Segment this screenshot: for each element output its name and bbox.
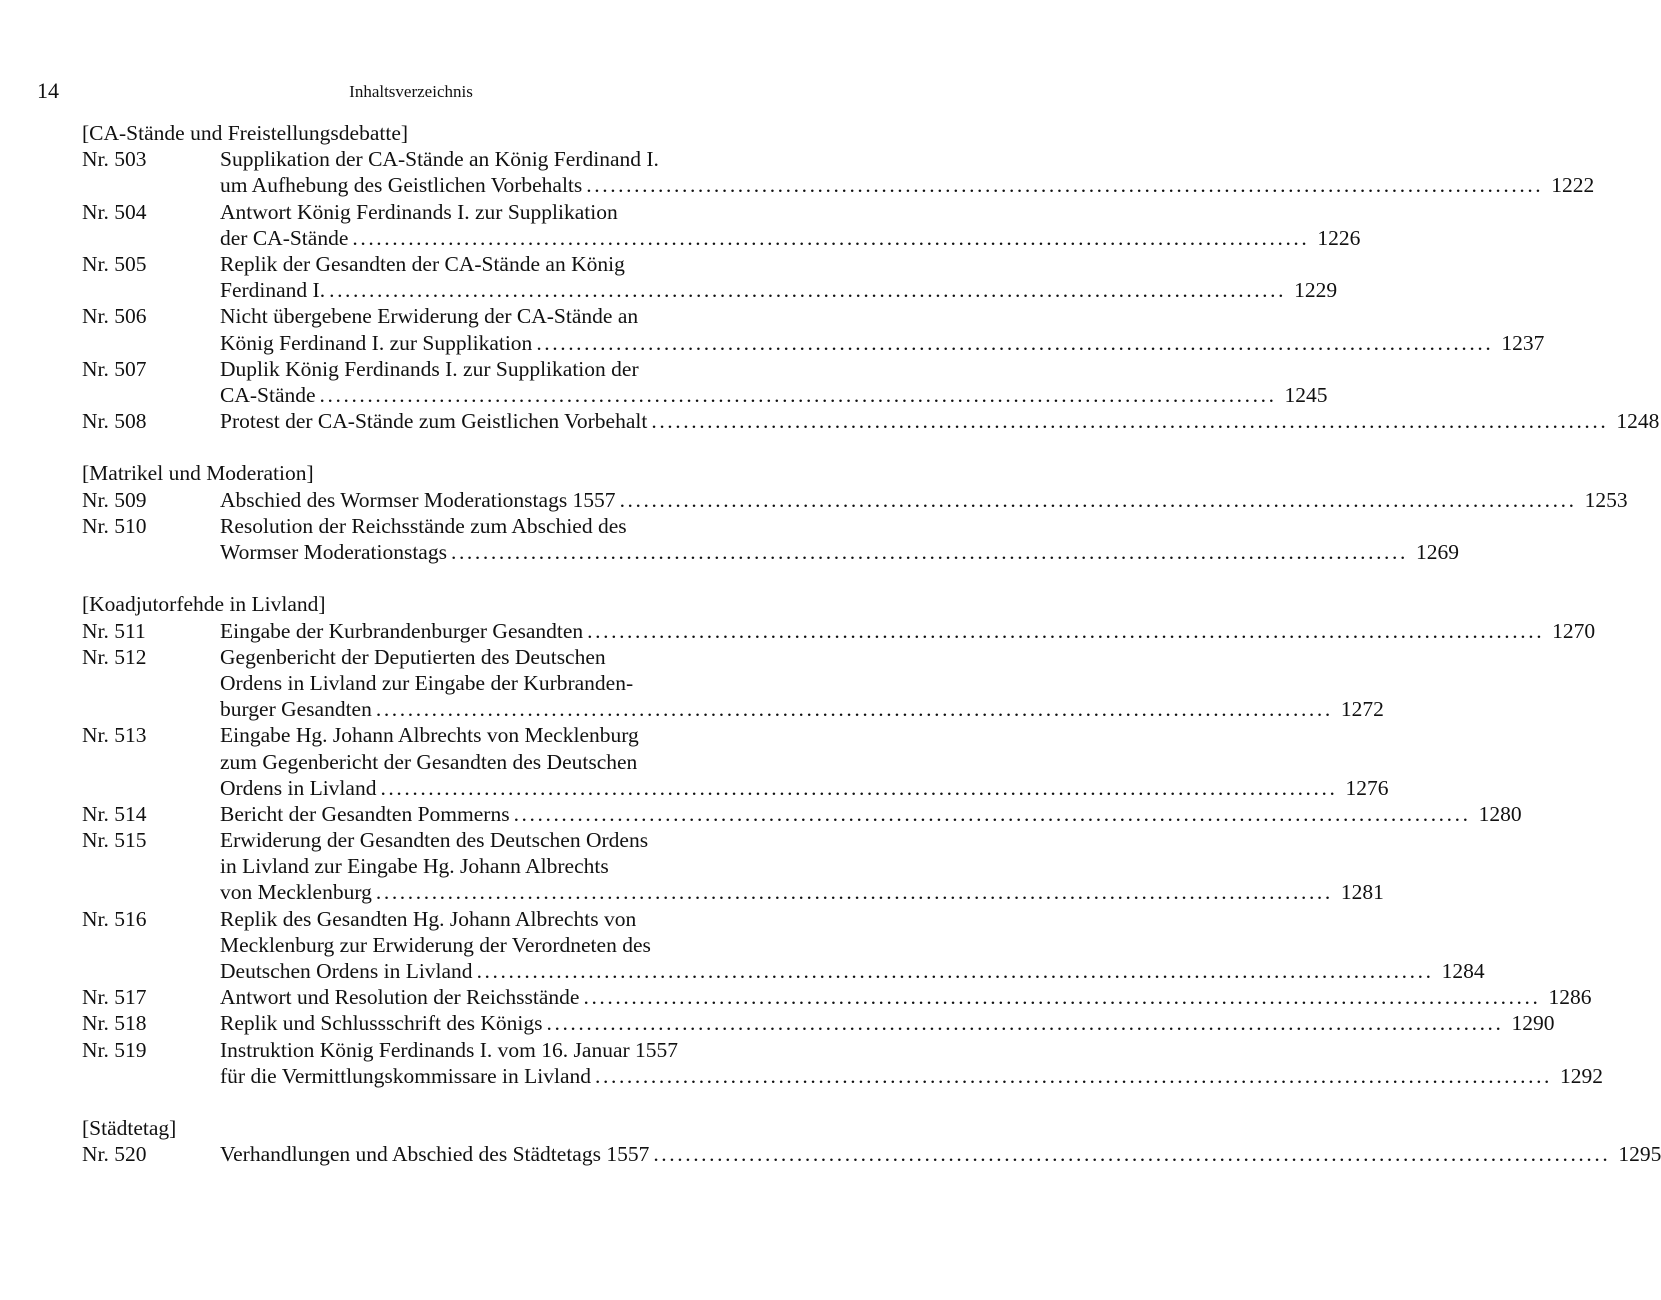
entry-title-text: König Ferdinand I. zur Supplikation	[220, 330, 533, 355]
entry-title-text: Ordens in Livland zur Eingabe der Kurbranden-	[220, 670, 634, 695]
entry-line	[82, 749, 786, 775]
section-heading: [CA-Stände und Freistellungsdebatte]	[82, 121, 409, 145]
entry-line	[82, 199, 786, 225]
entry-line	[82, 722, 786, 748]
toc-section	[82, 120, 1660, 434]
entry-number: Nr. 506	[82, 304, 147, 329]
dot-leader: ........................................................................................................................	[651, 409, 1609, 434]
entry-title-text: in Livland zur Eingabe Hg. Johann Albrechts	[220, 854, 609, 879]
dot-leader: ........................................................................................................................	[546, 1011, 1504, 1036]
entry-line	[82, 172, 1595, 198]
dot-leader: ........................................................................................................................	[450, 540, 1408, 564]
entry-title-text: Protest der CA-Stände zum Geistlichen Vorbehalt	[220, 409, 648, 434]
entry-title-text: burger Gesandten	[220, 697, 372, 722]
entry-number: Nr. 511	[82, 618, 146, 643]
entry-title	[220, 303, 786, 329]
entry-number: Nr. 512	[82, 644, 147, 669]
entry-title-text: Eingabe der Kurbrandenburger Gesandten	[220, 618, 584, 643]
entry-number: Nr. 520	[82, 1142, 147, 1167]
entry-page: 1290	[1511, 1011, 1555, 1036]
dot-leader: ........................................................................................................................	[586, 173, 1544, 198]
page-number: 14	[37, 78, 59, 103]
dot-leader: ........................................................................................................................	[375, 880, 1333, 905]
entry-page: 1281	[1340, 880, 1384, 905]
entry-line	[82, 356, 786, 382]
entry-page: 1270	[1552, 618, 1596, 643]
dot-leader: ........................................................................................................................	[587, 618, 1545, 643]
entry-title	[220, 1063, 1604, 1089]
dot-leader: ........................................................................................................................	[375, 697, 1333, 722]
entry-title-text: Deutschen Ordens in Livland	[220, 959, 473, 983]
entry-page: 1276	[1345, 775, 1389, 800]
toc-entry	[82, 1010, 1555, 1036]
toc-section	[82, 460, 1628, 565]
toc-entry	[82, 251, 1338, 303]
entry-title-text: zum Gegenbericht der Gesandten des Deutschen	[220, 749, 638, 774]
entry-number: Nr. 510	[82, 513, 147, 538]
toc-entry	[82, 356, 1328, 408]
entry-title	[220, 853, 786, 879]
entry-title-text: Resolution der Reichsstände zum Abschied des	[220, 513, 627, 538]
entry-title	[220, 330, 1545, 356]
toc-entry	[82, 303, 1545, 355]
entry-line	[82, 487, 1628, 513]
entry-title	[220, 906, 786, 932]
entry-line	[82, 984, 1592, 1010]
entry-title	[220, 827, 786, 853]
entry-title-text: Mecklenburg zur Erwiderung der Verordneten des	[220, 932, 651, 957]
entry-number: Nr. 505	[82, 251, 147, 276]
entry-number: Nr. 514	[82, 801, 147, 826]
entry-title-text: Replik des Gesandten Hg. Johann Albrechts von	[220, 906, 637, 931]
entry-title-text: Verhandlungen und Abschied des Städtetags 1557	[220, 1142, 650, 1167]
entry-page: 1253	[1584, 487, 1628, 512]
entry-page: 1272	[1340, 697, 1384, 722]
section-spacer	[82, 434, 786, 460]
toc-entry	[82, 827, 1384, 906]
dot-leader: ........................................................................................................................	[319, 382, 1277, 407]
entry-title-text: Antwort König Ferdinands I. zur Supplikation	[220, 199, 618, 224]
entry-title	[220, 539, 1459, 565]
entry-line	[82, 303, 786, 329]
entry-line	[82, 801, 1522, 827]
entry-title-text: um Aufhebung des Geistlichen Vorbehalts	[220, 173, 583, 198]
entry-number: Nr. 504	[82, 199, 147, 224]
dot-leader: ........................................................................................................................	[476, 959, 1434, 983]
entry-number: Nr. 517	[82, 985, 147, 1010]
entry-page: 1269	[1415, 540, 1459, 564]
entry-line	[82, 1063, 1604, 1089]
dot-leader: ........................................................................................................................	[380, 775, 1338, 800]
entry-line	[82, 225, 1361, 251]
entry-title	[220, 146, 786, 172]
entry-title-text: Duplik König Ferdinands I. zur Supplikation der	[220, 356, 639, 381]
entry-line	[82, 1037, 786, 1063]
entry-line	[82, 618, 1596, 644]
entry-number: Nr. 503	[82, 147, 147, 172]
entry-page: 1222	[1551, 173, 1595, 198]
entry-page: 1292	[1560, 1063, 1604, 1088]
dot-leader: ........................................................................................................................	[583, 985, 1541, 1010]
table-of-contents	[82, 120, 1661, 1168]
entry-line	[82, 330, 1545, 356]
entry-title-text: der CA-Stände	[220, 225, 349, 250]
entry-title-text: Antwort und Resolution der Reichsstände	[220, 985, 580, 1010]
section-spacer	[82, 565, 786, 591]
entry-title	[220, 749, 786, 775]
entry-line	[82, 827, 786, 853]
entry-number: Nr. 515	[82, 828, 147, 853]
entry-title-text: Abschied des Wormser Moderationstags 1557	[220, 487, 616, 512]
entry-title	[220, 408, 1660, 434]
section-heading: [Städtetag]	[82, 1116, 177, 1141]
entry-title	[220, 513, 786, 539]
entry-line	[82, 906, 786, 932]
entry-title	[220, 487, 1628, 513]
entry-title-text: Gegenbericht der Deputierten des Deutschen	[220, 644, 606, 669]
toc-entry	[82, 146, 1595, 198]
entry-title	[220, 932, 786, 958]
entry-line	[82, 146, 786, 172]
entry-title	[220, 801, 1522, 827]
entry-title	[220, 251, 786, 277]
entry-number: Nr. 507	[82, 356, 147, 381]
dot-leader: ........................................................................................................................	[595, 1063, 1553, 1088]
entry-title-text: Bericht der Gesandten Pommerns	[220, 801, 510, 826]
section-spacer	[82, 1089, 786, 1115]
entry-number: Nr. 519	[82, 1037, 147, 1062]
entry-title	[220, 775, 1389, 801]
entry-title	[220, 277, 1338, 303]
entry-title-text: Eingabe Hg. Johann Albrechts von Mecklenburg	[220, 723, 639, 748]
entry-title-text: Erwiderung der Gesandten des Deutschen Ordens	[220, 828, 649, 853]
entry-title	[220, 199, 786, 225]
toc-entry	[82, 1141, 1661, 1167]
entry-title	[220, 1141, 1661, 1167]
toc-entry	[82, 1037, 1604, 1089]
entry-number: Nr. 513	[82, 723, 147, 748]
entry-number: Nr. 509	[82, 487, 147, 512]
entry-line	[82, 1141, 1661, 1167]
entry-line	[82, 696, 1384, 722]
section-heading: [Matrikel und Moderation]	[82, 461, 314, 486]
toc-entry	[82, 722, 1389, 801]
entry-title-text: Replik der Gesandten der CA-Stände an König	[220, 251, 625, 276]
entry-line	[82, 539, 1459, 565]
entry-page: 1286	[1548, 985, 1592, 1010]
toc-section	[82, 1115, 1661, 1167]
dot-leader: ........................................................................................................................	[619, 487, 1577, 512]
entry-title-text: Nicht übergebene Erwiderung der CA-Stände an	[220, 304, 639, 329]
entry-title	[220, 644, 786, 670]
entry-title-text: Instruktion König Ferdinands I. vom 16. Januar 1557	[220, 1037, 679, 1062]
entry-title-text: von Mecklenburg	[220, 880, 372, 905]
toc-entry	[82, 513, 1459, 565]
entry-title-text: Wormser Moderationstags	[220, 540, 447, 564]
entry-page: 1248	[1616, 409, 1660, 434]
entry-line	[82, 382, 1328, 408]
entry-page: 1226	[1317, 225, 1361, 250]
entry-page: 1295	[1618, 1142, 1661, 1167]
entry-title	[220, 618, 1596, 644]
entry-line	[82, 958, 1485, 984]
dot-leader: ........................................................................................................................	[352, 225, 1310, 250]
entry-title	[220, 382, 1328, 408]
entry-number: Nr. 516	[82, 906, 147, 931]
entry-page: 1237	[1501, 330, 1545, 355]
entry-line	[82, 932, 786, 958]
entry-title	[220, 696, 1384, 722]
entry-line	[82, 1010, 1555, 1036]
dot-leader: ........................................................................................................................	[329, 278, 1287, 303]
dot-leader: ........................................................................................................................	[653, 1142, 1611, 1167]
entry-title-text: Replik und Schlussschrift des Königs	[220, 1011, 543, 1036]
entry-title-text: für die Vermittlungskommissare in Livland	[220, 1063, 592, 1088]
running-head: Inhaltsverzeichnis	[349, 82, 473, 101]
entry-title	[220, 722, 786, 748]
entry-page: 1245	[1284, 382, 1328, 407]
dot-leader: ........................................................................................................................	[513, 801, 1471, 826]
entry-title-text: CA-Stände	[220, 382, 316, 407]
toc-entry	[82, 906, 1485, 985]
entry-title-text: Supplikation der CA-Stände an König Ferdinand I.	[220, 147, 659, 172]
entry-page: 1229	[1294, 278, 1338, 303]
entry-line	[82, 277, 1338, 303]
dot-leader: ........................................................................................................................	[536, 330, 1494, 355]
entry-title	[220, 984, 1592, 1010]
entry-line	[82, 853, 786, 879]
toc-entry	[82, 199, 1361, 251]
entry-line	[82, 644, 786, 670]
toc-section	[82, 591, 1604, 1089]
entry-page: 1284	[1441, 959, 1485, 983]
section-heading: [Koadjutorfehde in Livland]	[82, 592, 326, 617]
entry-title-text: Ferdinand I.	[220, 278, 326, 303]
entry-number: Nr. 518	[82, 1011, 147, 1036]
entry-title	[220, 958, 1485, 984]
entry-title	[220, 670, 786, 696]
entry-title	[220, 1010, 1555, 1036]
entry-line	[82, 670, 786, 696]
entry-title-text: Ordens in Livland	[220, 775, 377, 800]
toc-entry	[82, 984, 1592, 1010]
entry-line	[82, 408, 1660, 434]
toc-entry	[82, 644, 1384, 723]
entry-line	[82, 879, 1384, 905]
entry-number: Nr. 508	[82, 409, 147, 434]
toc-entry	[82, 487, 1628, 513]
entry-title	[220, 879, 1384, 905]
toc-entry	[82, 408, 1660, 434]
entry-title	[220, 225, 1361, 251]
entry-line	[82, 251, 786, 277]
entry-line	[82, 775, 1389, 801]
entry-title	[220, 172, 1595, 198]
entry-title	[220, 1037, 786, 1063]
entry-title	[220, 356, 786, 382]
entry-page: 1280	[1478, 801, 1522, 826]
entry-line	[82, 513, 786, 539]
toc-entry	[82, 618, 1596, 644]
toc-entry	[82, 801, 1522, 827]
